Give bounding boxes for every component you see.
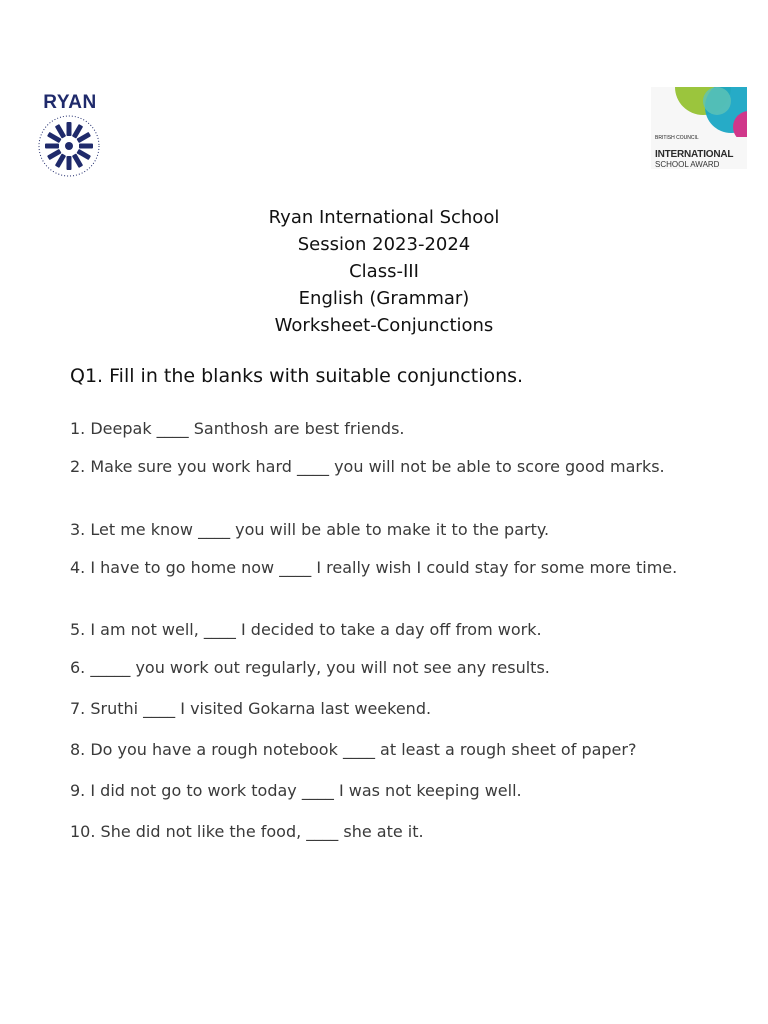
award-title-line2: SCHOOL AWARD xyxy=(655,160,720,169)
list-item-9: 9. I did not go to work today ____ I was not keeping well. xyxy=(70,781,522,800)
worksheet-header xyxy=(0,204,768,339)
list-item-8: 8. Do you have a rough notebook ____ at least a rough sheet of paper? xyxy=(70,740,637,759)
list-item-10: 10. She did not like the food, ____ she ate it. xyxy=(70,822,424,841)
worksheet-title: Worksheet-Conjunctions xyxy=(274,315,494,336)
list-item-5: 5. I am not well, ____ I decided to take a day off from work. xyxy=(70,620,542,639)
ryan-logo xyxy=(26,90,112,182)
session: Session 2023-2024 xyxy=(297,234,471,255)
british-council-text: BRITISH COUNCIL xyxy=(655,135,699,141)
ryan-emblem-icon xyxy=(30,112,108,180)
list-item-1: 1. Deepak ____ Santhosh are best friends. xyxy=(70,419,405,438)
subject: English (Grammar) xyxy=(298,288,470,309)
award-circles-icon xyxy=(651,87,747,137)
award-title-line1: INTERNATIONAL xyxy=(655,149,734,160)
list-item-6: 6. _____ you work out regularly, you will not see any results. xyxy=(70,658,550,677)
list-item-2: 2. Make sure you work hard ____ you will not be able to score good marks. xyxy=(70,457,665,476)
class: Class-III xyxy=(349,261,419,282)
list-item-3: 3. Let me know ____ you will be able to make it to the party. xyxy=(70,520,550,539)
school-name: Ryan International School xyxy=(268,207,500,228)
ryan-logo-text: RYAN xyxy=(43,92,97,113)
question-heading: Q1. Fill in the blanks with suitable conjunctions. xyxy=(70,365,524,387)
list-item-7: 7. Sruthi ____ I visited Gokarna last weekend. xyxy=(70,699,432,718)
international-school-award-logo xyxy=(651,87,747,169)
list-item-4: 4. I have to go home now ____ I really wish I could stay for some more time. xyxy=(70,558,678,577)
